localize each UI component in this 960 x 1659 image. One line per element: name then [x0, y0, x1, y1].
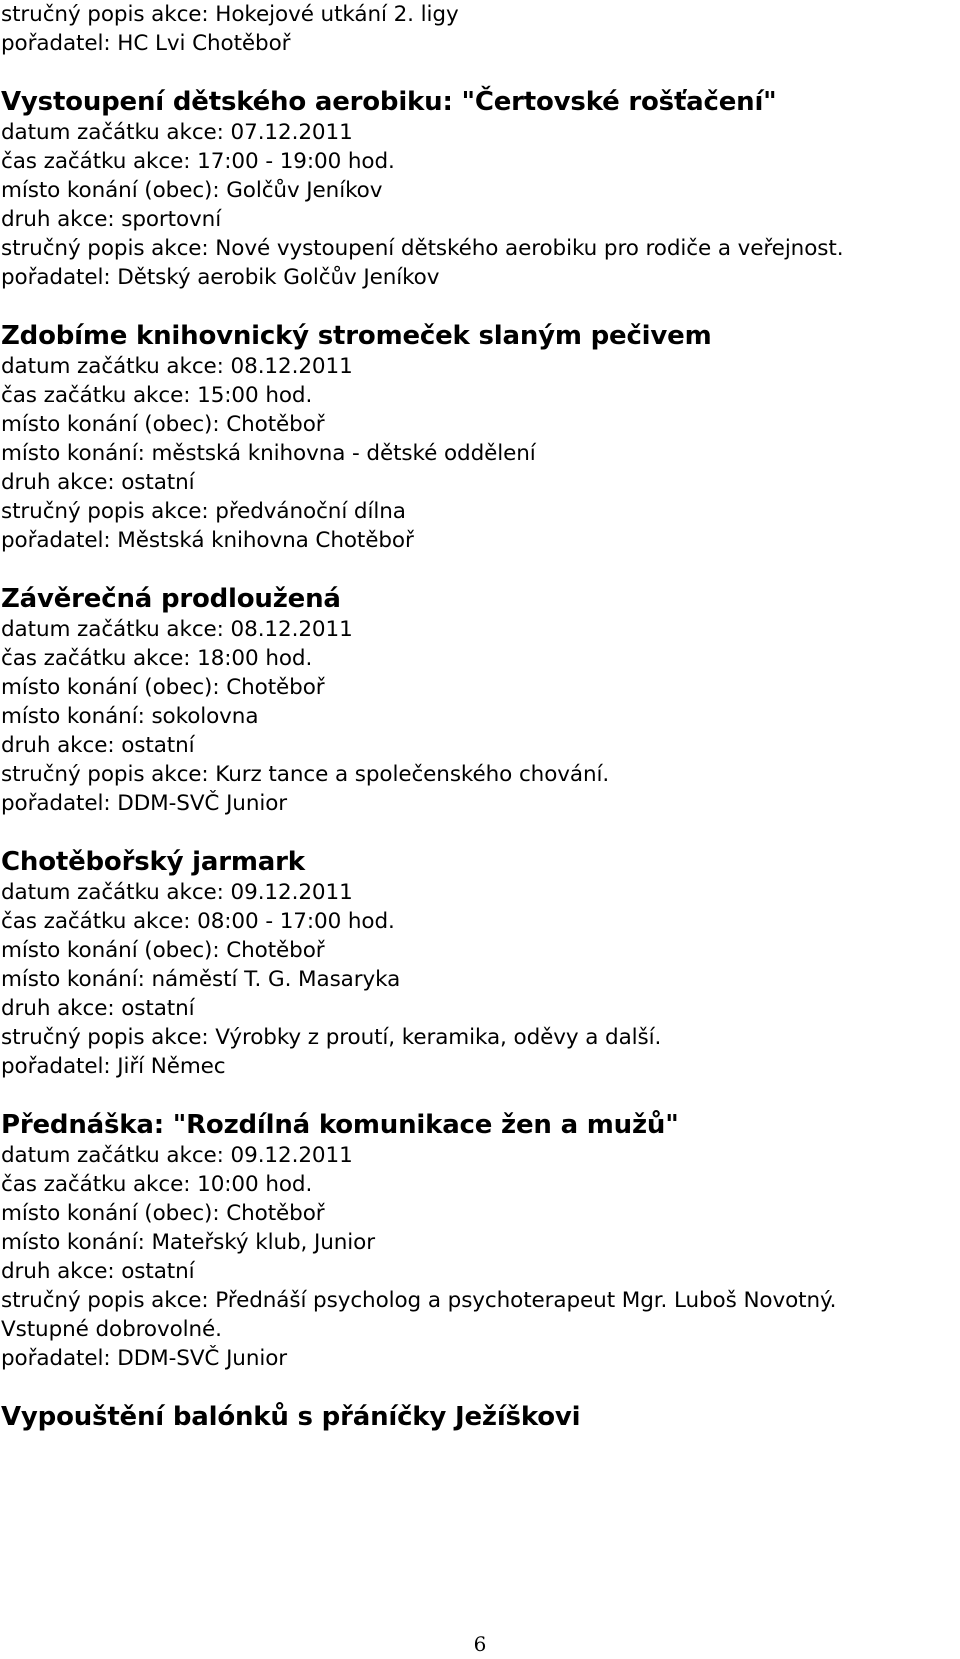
event-description-continued: Vstupné dobrovolné.: [1, 1317, 222, 1342]
event-title: Zdobíme knihovnický stromeček slaným pečivem: [1, 321, 712, 351]
event-municipality: místo konání (obec): Chotěboř: [1, 412, 325, 437]
event-start-date: datum začátku akce: 08.12.2011: [1, 617, 353, 642]
page-number: 6: [473, 1632, 487, 1656]
section-spacer: [1, 58, 956, 86]
event-title: Vystoupení dětského aerobiku: "Čertovské rošťačení": [1, 87, 777, 117]
event-organizer: pořadatel: HC Lvi Chotěboř: [1, 31, 291, 56]
event-start-date: datum začátku akce: 09.12.2011: [1, 880, 353, 905]
section-spacer: [1, 1373, 956, 1401]
section-spacer: [1, 818, 956, 846]
event-municipality: místo konání (obec): Chotěboř: [1, 938, 325, 963]
event-title: Chotěbořský jarmark: [1, 847, 305, 877]
section-spacer: [1, 555, 956, 583]
event-listing: [1, 0, 956, 1433]
event-type: druh akce: ostatní: [1, 1259, 195, 1284]
event-municipality: místo konání (obec): Chotěboř: [1, 675, 325, 700]
event-start-date: datum začátku akce: 07.12.2011: [1, 120, 353, 145]
event-description: stručný popis akce: Kurz tance a společenského chování.: [1, 762, 610, 787]
event-venue: místo konání: Mateřský klub, Junior: [1, 1230, 375, 1255]
event-description: stručný popis akce: Výrobky z proutí, keramika, oděvy a další.: [1, 1025, 662, 1050]
event-municipality: místo konání (obec): Chotěboř: [1, 1201, 325, 1226]
event-description: stručný popis akce: předvánoční dílna: [1, 499, 406, 524]
event-description: stručný popis akce: Hokejové utkání 2. ligy: [1, 2, 459, 27]
event-type: druh akce: sportovní: [1, 207, 222, 232]
event-start-time: čas začátku akce: 18:00 hod.: [1, 646, 313, 671]
event-organizer: pořadatel: Dětský aerobik Golčův Jeníkov: [1, 265, 440, 290]
event-venue: místo konání: náměstí T. G. Masaryka: [1, 967, 401, 992]
event-start-time: čas začátku akce: 15:00 hod.: [1, 383, 313, 408]
event-organizer: pořadatel: DDM-SVČ Junior: [1, 791, 288, 816]
event-organizer: pořadatel: DDM-SVČ Junior: [1, 1346, 288, 1371]
event-organizer: pořadatel: Městská knihovna Chotěboř: [1, 528, 414, 553]
event-start-time: čas začátku akce: 17:00 - 19:00 hod.: [1, 149, 395, 174]
event-organizer: pořadatel: Jiří Němec: [1, 1054, 226, 1079]
event-venue: místo konání: městská knihovna - dětské oddělení: [1, 441, 536, 466]
event-title: Přednáška: "Rozdílná komunikace žen a mužů": [1, 1110, 679, 1140]
event-start-time: čas začátku akce: 10:00 hod.: [1, 1172, 313, 1197]
event-type: druh akce: ostatní: [1, 996, 195, 1021]
event-venue: místo konání: sokolovna: [1, 704, 259, 729]
event-description: stručný popis akce: Nové vystoupení dětského aerobiku pro rodiče a veřejnost.: [1, 236, 844, 261]
event-start-date: datum začátku akce: 08.12.2011: [1, 354, 353, 379]
event-start-time: čas začátku akce: 08:00 - 17:00 hod.: [1, 909, 395, 934]
event-title: Vypouštění balónků s přáníčky Ježíškovi: [1, 1402, 581, 1432]
event-type: druh akce: ostatní: [1, 733, 195, 758]
event-description: stručný popis akce: Přednáší psycholog a psychoterapeut Mgr. Luboš Novotný.: [1, 1288, 837, 1313]
event-title: Závěrečná prodloužená: [1, 584, 341, 614]
section-spacer: [1, 1081, 956, 1109]
event-start-date: datum začátku akce: 09.12.2011: [1, 1143, 353, 1168]
event-municipality: místo konání (obec): Golčův Jeníkov: [1, 178, 383, 203]
section-spacer: [1, 292, 956, 320]
event-type: druh akce: ostatní: [1, 470, 195, 495]
